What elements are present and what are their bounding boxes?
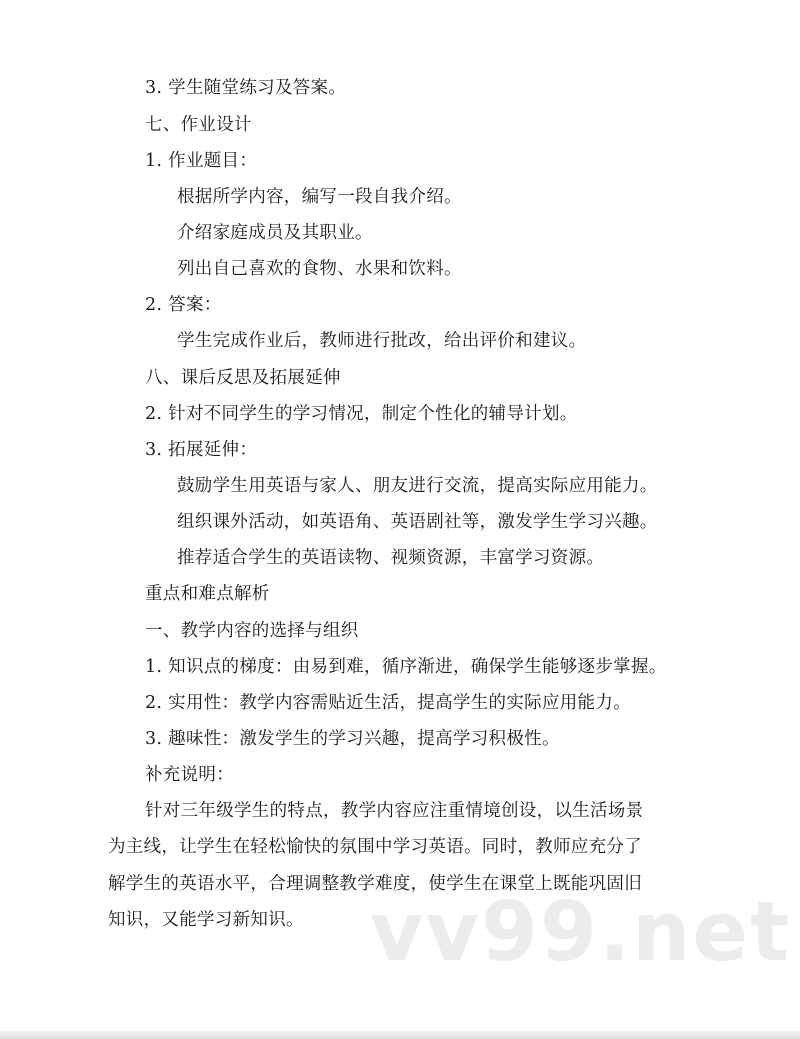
answer-text: 学生完成作业后，教师进行批改，给出评价和建议。 [177,331,587,351]
section-heading-1: 一、教学内容的选择与组织 [145,621,359,641]
extension-item: 组织课外活动，如英语角、英语剧社等，激发学生学习兴趣。 [177,512,658,532]
key-points-title: 重点和难点解析 [145,584,270,604]
homework-topic-item: 介绍家庭成员及其职业。 [177,223,373,243]
extension-item: 推荐适合学生的英语读物、视频资源，丰富学习资源。 [177,548,605,568]
homework-topic-item: 列出自己喜欢的食物、水果和饮料。 [177,259,462,279]
key-point-item-1: 1. 知识点的梯度：由易到难，循序渐进，确保学生能够逐步掌握。 [145,657,667,677]
homework-topic-heading: 1. 作业题目： [145,151,258,171]
supplement-paragraph-line: 为主线，让学生在轻松愉快的氛围中学习英语。同时，教师应充分了 [108,837,642,857]
homework-topic-item: 根据所学内容，编写一段自我介绍。 [177,187,462,207]
section-heading-8: 八、课后反思及拓展延伸 [145,368,341,388]
section-heading-7: 七、作业设计 [145,115,252,135]
extension-item: 鼓励学生用英语与家人、朋友进行交流，提高实际应用能力。 [177,476,658,496]
page-bottom-edge [0,1031,800,1039]
supplement-paragraph-line: 针对三年级学生的特点，教学内容应注重情境创设，以生活场景 [145,801,644,821]
key-point-item-2: 2. 实用性：教学内容需贴近生活，提高学生的实际应用能力。 [145,693,631,713]
extension-heading: 3. 拓展延伸： [145,440,258,460]
supplement-paragraph-line: 知识，又能学习新知识。 [108,910,304,930]
supplement-paragraph-line: 解学生的英语水平，合理调整教学难度，使学生在课堂上既能巩固旧 [108,874,642,894]
homework-item-3: 3. 学生随堂练习及答案。 [145,78,347,98]
watermark: vv99.net [370,885,792,980]
key-point-item-3: 3. 趣味性：激发学生的学习兴趣，提高学习积极性。 [145,729,560,749]
reflection-item-2: 2. 针对不同学生的学习情况，制定个性化的辅导计划。 [145,404,578,424]
answer-heading: 2. 答案： [145,295,222,315]
supplement-heading: 补充说明： [145,765,234,785]
